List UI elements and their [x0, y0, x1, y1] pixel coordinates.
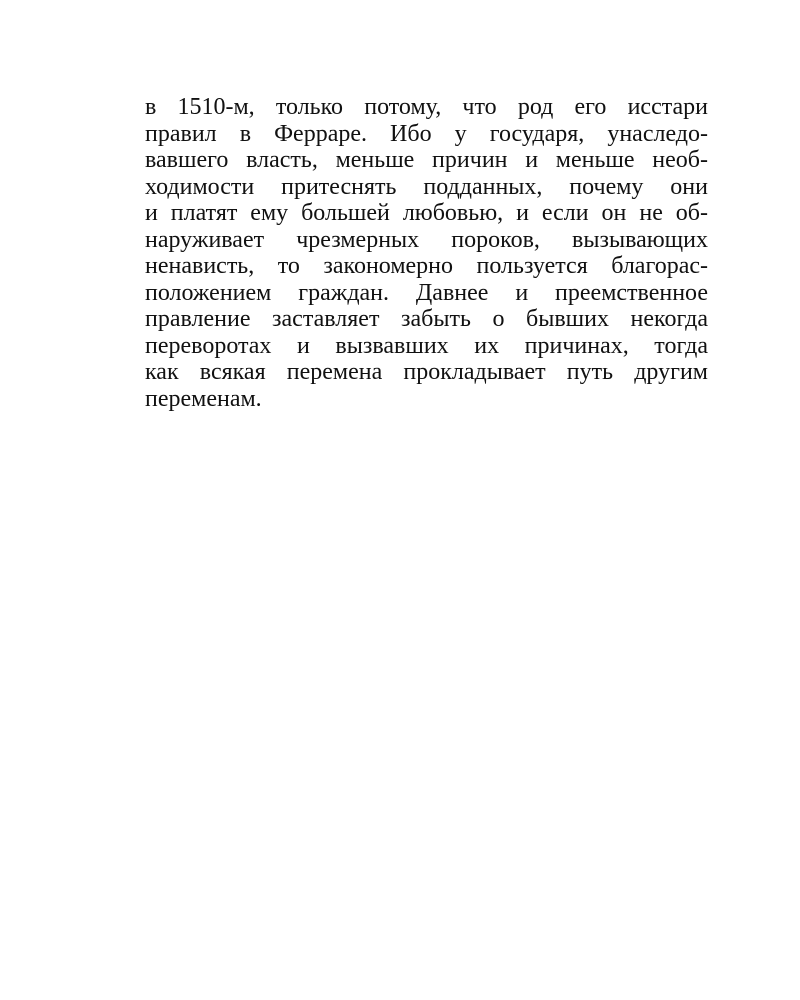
text-line: правление заставляет забыть о бывших некогда [145, 306, 708, 332]
text-line: положением граждан. Давнее и преемственное [145, 279, 708, 306]
text-line: ходимости притеснять подданных, почему они [145, 173, 708, 200]
text-line: ненависть, то закономерно пользуется благорас- [145, 253, 708, 279]
text-line: правил в Ферраре. Ибо у государя, унаследо- [145, 120, 708, 147]
text-line: и платят ему большей любовью, и если он не об- [145, 200, 708, 226]
text-line: в 1510-м, только потому, что род его исстари [145, 94, 708, 120]
text-line: как всякая перемена прокладывает путь другим [145, 359, 708, 385]
text-line: наруживает чрезмерных пороков, вызывающих [145, 226, 708, 253]
body-paragraph [145, 94, 708, 412]
text-line: переворотах и вызвавших их причинах, тогда [145, 332, 708, 359]
text-line: вавшего власть, меньше причин и меньше необ- [145, 147, 708, 173]
text-line: переменам. [145, 385, 262, 412]
